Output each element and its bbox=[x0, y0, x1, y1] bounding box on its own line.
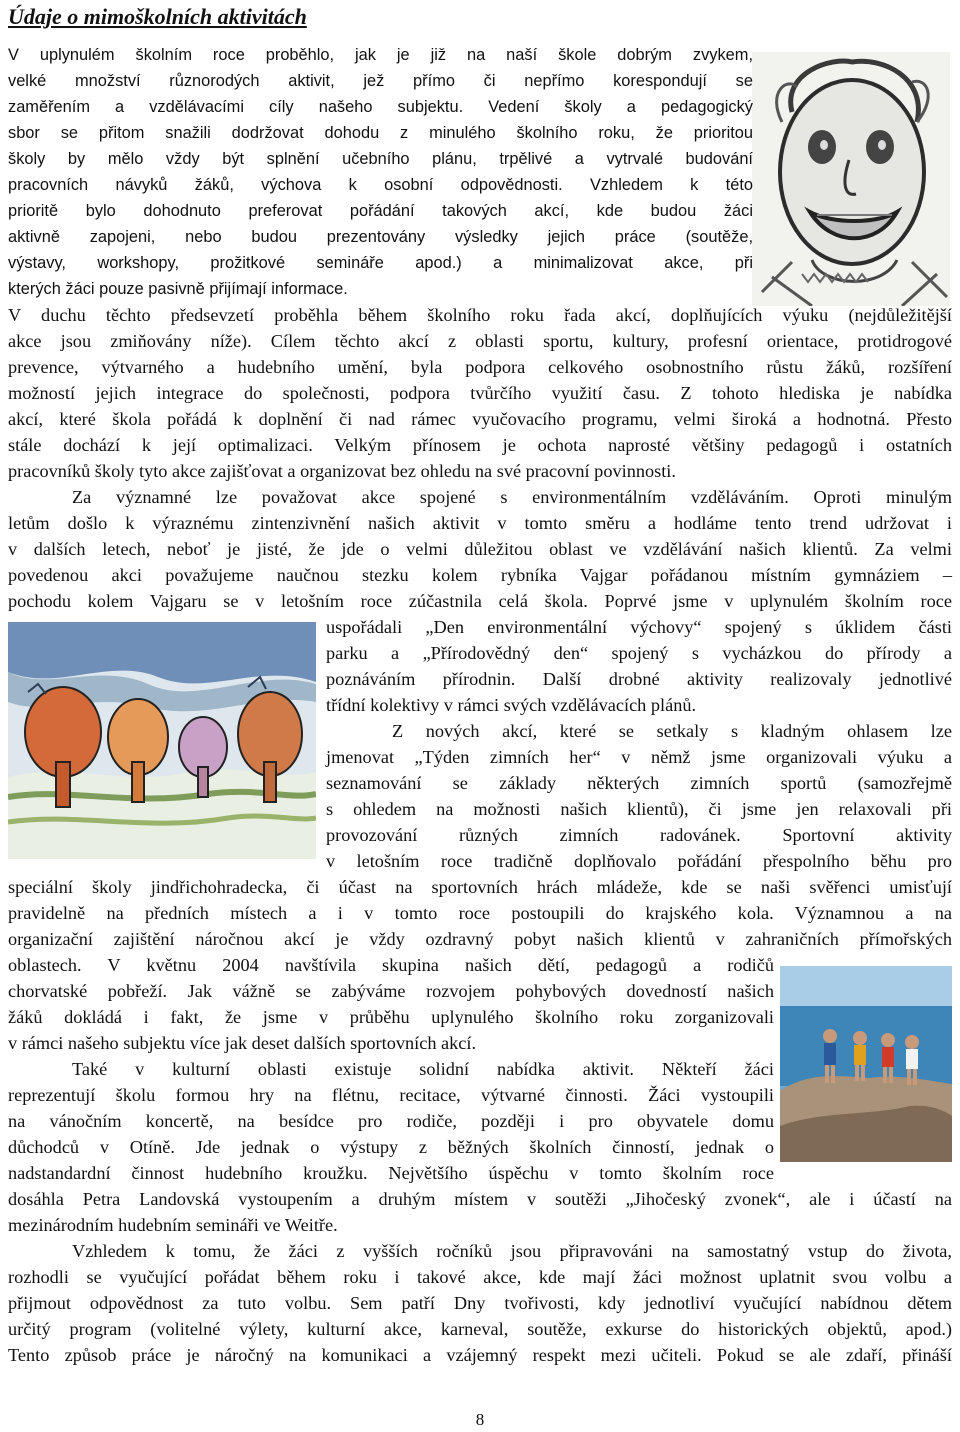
text-line: organizační zajištění náročnou akcí je vždy ozdravný pobyt našich klientů v zahraničních přímořských bbox=[8, 929, 952, 949]
text-line: reprezentují školu formou hry na flétnu, recitace, výtvarné činnosti. Žáci vystoupili bbox=[8, 1085, 774, 1105]
text-line: aktivně zapojeni, nebo budou prezentovány výsledky jejich práce (soutěže, bbox=[8, 228, 753, 246]
text-line: mezinárodním hudebním semináři ve Weitře. bbox=[8, 1215, 338, 1235]
text-line: sbor se přitom snažili dodržovat dohodu z minulého školního roku, že prioritou bbox=[8, 124, 753, 142]
seaside-photo-art bbox=[780, 966, 952, 1162]
text-line: v letošním roce tradičně doplňovalo pořádání přespolního běhu pro bbox=[326, 851, 952, 871]
text-line: v dalších letech, neboť je jisté, že jde o velmi důležitou oblast ve vzdělávání našich klientů. Za velmi bbox=[8, 539, 952, 559]
text-line: s ohledem na možnosti našich klientů), či jsme jen relaxovali při bbox=[326, 799, 952, 819]
text-line: školy by mělo vždy být splnění učebního plánu, trpělivé a vytrvalé budování bbox=[8, 150, 753, 168]
text-line: uspořádali „Den environmentální výchovy“ spojený s úklidem části bbox=[326, 617, 952, 637]
text-line: letům došlo k výraznému zintenzivnění našich aktivit v tomto směru a hodláme tento trend udržovat i bbox=[8, 513, 952, 533]
text-line: Za významné lze považovat akce spojené s environmentálním vzděláváním. Oproti minulým bbox=[72, 487, 952, 507]
text-line: jmenovat „Týden zimních her“ v němž jsme organizovali výuku a bbox=[326, 747, 952, 767]
portrait-drawing bbox=[752, 52, 950, 306]
text-line: prevence, výtvarného a hudebního umění, byla podpora celkového osobnostního růstu žáků, rozšíření bbox=[8, 357, 952, 377]
text-line: Z nových akcí, které se setkaly s kladným ohlasem lze bbox=[392, 721, 952, 741]
text-line: chorvatské pobřeží. Jak vážně se zabýváme rozvojem pohybových dovedností našich bbox=[8, 981, 774, 1001]
text-line: pochodu kolem Vajgaru se v letošním roce zúčastnila celá škola. Poprvé jsme v uplynulém školním roce bbox=[8, 591, 952, 611]
trees-painting-art bbox=[8, 622, 316, 859]
text-line: žáků dokládá i fakt, že jsme v průběhu uplynulého školního roku zorganizovali bbox=[8, 1007, 774, 1027]
text-line: provozování různých zimních radovánek. Sportovní aktivity bbox=[326, 825, 952, 845]
text-line: třídní kolektivy v rámci svých vzdělávacích plánů. bbox=[326, 695, 697, 715]
text-line: seznamování se základy některých zimních sportů (samozřejmě bbox=[326, 773, 952, 793]
text-line: prioritě bylo dohodnuto preferovat pořádání takových akcí, kde budou žáci bbox=[8, 202, 753, 220]
text-line: rozhodli se vyučující pořádat během roku i takové akce, kde mají žáci možnost uplatnit svou volbu a bbox=[8, 1267, 952, 1287]
seaside-photo bbox=[780, 966, 952, 1162]
text-line: na vánočním koncertě, na besídce pro rodiče, později i pro obyvatele domu bbox=[8, 1111, 774, 1131]
text-line: akcí, které škola pořádá k doplnění či nad rámec vyučovacího programu, velmi široká a hodnotná. Přesto bbox=[8, 409, 952, 429]
text-line: kterých žáci pouze pasivně přijímají informace. bbox=[8, 280, 348, 298]
text-line: v rámci našeho subjektu více jak deset dalších sportovních akcí. bbox=[8, 1033, 477, 1053]
text-line: povedenou akci považujeme naučnou stezku kolem rybníka Vajgar pořádanou místním gymnáziem – bbox=[8, 565, 952, 585]
text-line: možností jejich integrace do společnosti, podpora tvůrčího využití času. Z tohoto hlediska je nabídka bbox=[8, 383, 952, 403]
text-line: přijmout odpovědnost za tuto volbu. Sem patří Dny tvořivosti, kdy jednotliví vyučující nabídnou dětem bbox=[8, 1293, 952, 1313]
text-line: oblastech. V květnu 2004 navštívila skupina našich dětí, pedagogů a rodičů bbox=[8, 955, 774, 975]
text-line: speciální školy jindřichohradecka, či účast na sportovních hrách mládeže, kde se naši svěřenci umisťují bbox=[8, 877, 952, 897]
text-line: akce jsou zmiňovány níže). Cílem těchto akcí z oblasti sportu, kultury, profesní orientace, protidrogové bbox=[8, 331, 952, 351]
text-line: Tento způsob práce je náročný na komunikaci a vzájemný respekt mezi učiteli. Pokud se ale zdaří, přináší bbox=[8, 1345, 952, 1365]
text-line: dosáhla Petra Landovská vystoupením a druhým místem v soutěži „Jihočeský zvonek“, ale i účastí na bbox=[8, 1189, 952, 1209]
text-line: pravidelně na předních místech a i v tomto roce postoupili do krajského kola. Významnou a na bbox=[8, 903, 952, 923]
page-number: 8 bbox=[475, 1410, 485, 1429]
text-line: stále dochází k její optimalizaci. Velkým přínosem je ochota naprosté většiny pedagogů i ostatních bbox=[8, 435, 952, 455]
text-line: parku a „Přírodovědný den“ spojený s vycházkou do přírody a bbox=[326, 643, 952, 663]
text-line: důchodců v Otíně. Jde jednak o výstupy z běžných školních činností, jednak o bbox=[8, 1137, 774, 1157]
trees-painting bbox=[8, 622, 316, 859]
text-line: V uplynulém školním roce proběhlo, jak je již na naší škole dobrým zvykem, bbox=[8, 46, 753, 64]
text-line: V duchu těchto předsevzetí proběhla během školního roku řada akcí, doplňujících výuku (nejdůležitější bbox=[8, 305, 952, 325]
page-title: Údaje o mimoškolních aktivitách bbox=[8, 4, 307, 29]
text-line: Také v kulturní oblasti existuje solidní nabídka aktivit. Někteří žáci bbox=[72, 1059, 774, 1079]
text-line: Vzhledem k tomu, že žáci z vyšších ročníků jsou připravováni na samostatný vstup do života, bbox=[72, 1241, 952, 1261]
text-line: určitý program (volitelné výlety, kulturní akce, karneval, soutěže, exkurse do historických objektů, apod.) bbox=[8, 1319, 952, 1339]
text-line: výstavy, workshopy, prožitkové semináře apod.) a minimalizovat akce, při bbox=[8, 254, 753, 272]
text-line: poznáváním přírodnin. Další drobné aktivity realizovaly jednotlivé bbox=[326, 669, 952, 689]
text-line: pracovníků školy tyto akce zajišťovat a organizovat bez ohledu na své pracovní povinnosti. bbox=[8, 461, 676, 481]
text-line: velké množství různorodých aktivit, jež přímo či nepřímo korespondují se bbox=[8, 72, 753, 90]
text-line: pracovních návyků žáků, výchova k osobní odpovědnosti. Vzhledem k této bbox=[8, 176, 753, 194]
text-line: nadstandardní činnost hudebního kroužku. Největšího úspěchu v tomto školním roce bbox=[8, 1163, 774, 1183]
text-line: zaměřením a vzdělávacími cíly našeho subjektu. Vedení školy a pedagogický bbox=[8, 98, 753, 116]
portrait-drawing-art bbox=[752, 52, 950, 306]
